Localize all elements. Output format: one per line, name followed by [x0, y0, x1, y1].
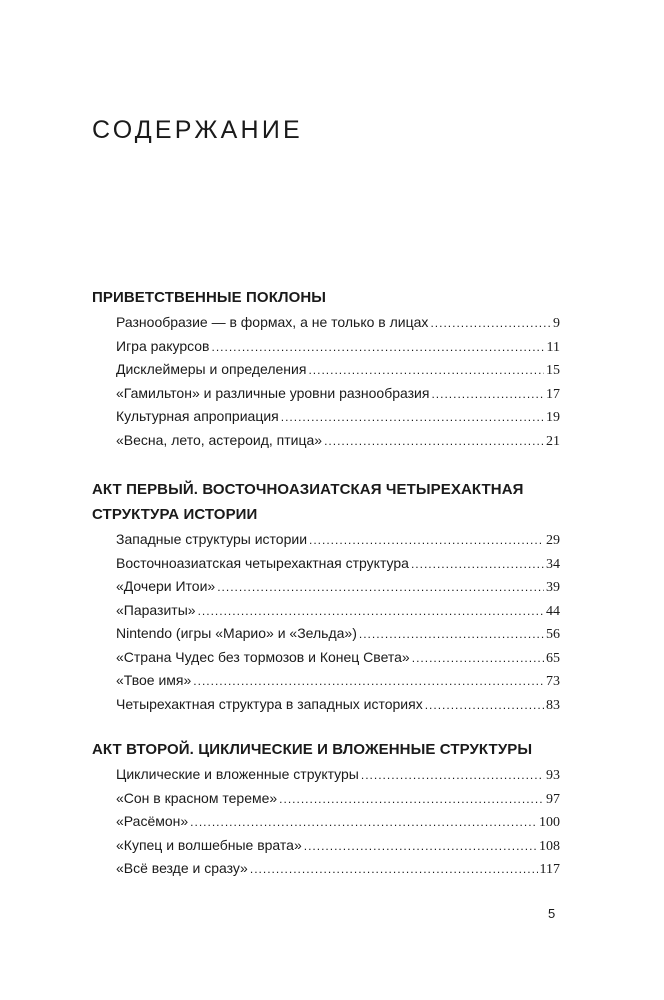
dot-leader	[250, 858, 538, 882]
entry-page: 73	[546, 674, 560, 689]
entry-page: 17	[546, 386, 560, 402]
dot-leader	[279, 788, 544, 812]
entry-label: «Всё везде и сразу»	[116, 860, 248, 876]
entry-label: Восточноазиатская четырехактная структура	[116, 554, 409, 571]
toc-entry[interactable]	[92, 528, 560, 552]
entry-label: «Страна Чудес без тормозов и Конец Света»	[116, 648, 410, 665]
toc-section-act-one	[92, 478, 560, 716]
toc-entry[interactable]	[92, 834, 560, 858]
entry-page: 65	[546, 650, 560, 666]
entry-label: «Сон в красном тереме»	[116, 789, 278, 806]
toc-entry[interactable]	[92, 622, 560, 646]
dot-leader	[412, 647, 544, 671]
entry-page: 9	[553, 316, 560, 331]
toc-entry[interactable]	[92, 358, 560, 382]
entry-page: 117	[539, 862, 560, 877]
toc-entry[interactable]	[92, 599, 560, 623]
entry-page: 93	[546, 768, 560, 783]
dot-leader	[430, 312, 551, 336]
dot-leader	[308, 359, 544, 383]
entry-label: Дисклеймеры и определения	[116, 361, 307, 377]
entry-page: 44	[546, 603, 560, 619]
toc-entry[interactable]	[92, 857, 560, 881]
toc-entry[interactable]	[92, 405, 560, 429]
entry-page: 39	[546, 580, 560, 595]
entry-page: 21	[546, 433, 560, 449]
dot-leader	[359, 623, 544, 647]
section-title-line-1: АКТ ПЕРВЫЙ. ВОСТОЧНОАЗИАТСКАЯ ЧЕТЫРЕХАКТНАЯ	[92, 481, 524, 498]
entry-label: «Весна, лето, астероид, птица»	[116, 431, 323, 448]
toc-entry[interactable]	[92, 429, 560, 453]
entry-page: 97	[546, 791, 560, 807]
dot-leader	[361, 764, 544, 788]
entry-page: 15	[546, 363, 560, 378]
toc-entry[interactable]	[92, 552, 560, 576]
toc-entry[interactable]	[92, 810, 560, 834]
entry-label: «Паразиты»	[116, 601, 196, 618]
page-title: СОДЕРЖАНИЕ	[92, 116, 303, 144]
dot-leader	[190, 811, 537, 835]
toc-entry[interactable]	[92, 575, 560, 599]
toc-entry[interactable]	[92, 646, 560, 670]
entry-label: Циклические и вложенные структуры	[116, 766, 359, 782]
entry-label: Культурная апроприация	[116, 408, 279, 424]
dot-leader	[425, 694, 544, 718]
dot-leader	[431, 383, 544, 407]
entry-page: 83	[546, 697, 560, 713]
toc-entry[interactable]	[92, 335, 560, 359]
entry-label: «Гамильтон» и различные уровни разнообразия	[116, 384, 430, 401]
toc-entry[interactable]	[92, 311, 560, 335]
entry-label: «Расёмон»	[116, 813, 189, 829]
dot-leader	[411, 553, 544, 577]
entry-label: «Дочери Итои»	[116, 578, 216, 594]
entry-label: «Купец и волшебные врата»	[116, 836, 302, 853]
toc-entry[interactable]	[92, 669, 560, 693]
dot-leader	[309, 529, 544, 553]
section-title: АКТ ВТОРОЙ. ЦИКЛИЧЕСКИЕ И ВЛОЖЕННЫЕ СТРУКТУРЫ	[92, 741, 533, 758]
entry-label: Разнообразие — в формах, а не только в лицах	[116, 314, 429, 330]
dot-leader	[281, 406, 544, 430]
entry-page: 34	[546, 556, 560, 572]
entry-label: «Твое имя»	[116, 672, 192, 688]
table-of-contents	[92, 286, 560, 881]
entry-page: 29	[546, 533, 560, 548]
section-title: ПРИВЕТСТВЕННЫЕ ПОКЛОНЫ	[92, 289, 327, 306]
entry-label: Западные структуры истории	[116, 531, 308, 547]
toc-entry[interactable]	[92, 382, 560, 406]
dot-leader	[304, 835, 537, 859]
dot-leader	[198, 600, 544, 624]
section-title-line-2: СТРУКТУРА ИСТОРИИ	[92, 506, 258, 523]
entry-page: 19	[546, 410, 560, 425]
entry-label: Игра ракурсов	[116, 337, 210, 354]
toc-entry[interactable]	[92, 763, 560, 787]
toc-section-welcome	[92, 286, 560, 452]
toc-entry[interactable]	[92, 787, 560, 811]
entry-label: Четырехактная структура в западных историях	[116, 695, 423, 712]
toc-section-act-two	[92, 738, 560, 881]
entry-page: 100	[539, 815, 560, 830]
toc-entry[interactable]	[92, 693, 560, 717]
entry-page: 108	[539, 838, 560, 854]
dot-leader	[212, 336, 545, 360]
dot-leader	[324, 430, 544, 454]
entry-page: 56	[546, 627, 560, 642]
entry-label: Nintendo (игры «Марио» и «Зельда»)	[116, 625, 357, 641]
dot-leader	[193, 670, 544, 694]
dot-leader	[217, 576, 544, 600]
entry-page: 11	[546, 339, 560, 355]
page-number: 5	[548, 906, 556, 921]
